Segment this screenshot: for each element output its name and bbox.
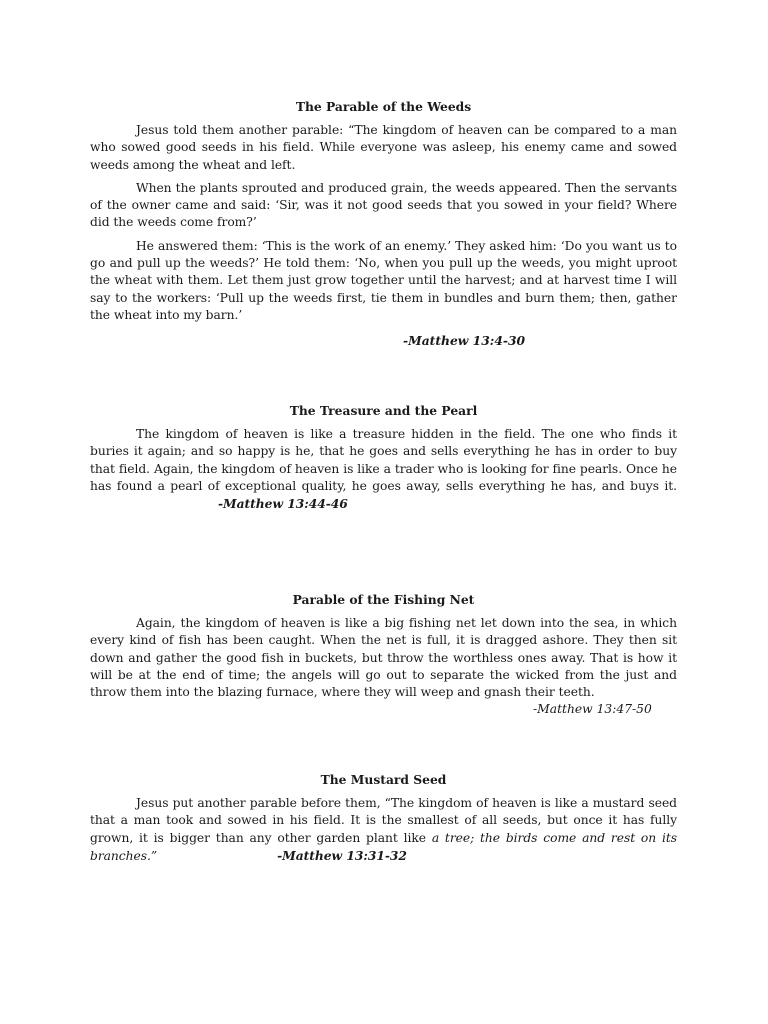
paragraph: When the plants sprouted and produced grain, the weeds appeared. Then the servants of the owner came and said: ‘Sir, was it not good seeds that you sowed in your field? Where did the weeds come from?’ <box>90 180 677 230</box>
paragraph-italic-text: a tree; the birds come and rest on its branches.” <box>90 830 677 863</box>
section-treasure-and-pearl <box>90 402 677 513</box>
scripture-citation: -Matthew 13:4-30 <box>403 333 526 349</box>
section-title: The Mustard Seed <box>320 772 447 787</box>
paragraph: He answered them: ‘This is the work of an enemy.’ They asked him: ‘Do you want us to go and pull up the weeds?’ He told them: ‘No, when you pull up the weeds, you might uproot the wheat with them. Let them just grow together until the harvest; and at harvest time I will say to the workers: ‘Pull up the weeds first, tie them in bundles and burn them; then, gather the wheat into my barn.’ <box>90 238 677 322</box>
scripture-citation: -Matthew 13:44-46 <box>218 496 348 512</box>
scripture-citation: -Matthew 13:47-50 <box>533 702 652 717</box>
section-fishing-net <box>90 591 677 718</box>
section-parable-of-the-weeds <box>90 98 677 349</box>
section-title: The Treasure and the Pearl <box>289 403 478 418</box>
paragraph <box>90 795 677 865</box>
paragraph: Jesus told them another parable: “The kingdom of heaven can be compared to a man who sowed good seeds in his field. While everyone was asleep, his enemy came and sowed weeds among the wheat and left. <box>90 123 677 172</box>
paragraph-text: The kingdom of heaven is like a treasure hidden in the field. The one who finds it buries it again; and so happy is he, that he goes and sells everything he has in order to buy that field. Again, the kingdom of heaven is like a trader who is looking for fine pearls. Once he has found a pearl of exceptional quality, he goes away, sells everything he has, and buys it. <box>90 427 677 493</box>
section-title: Parable of the Fishing Net <box>292 592 475 607</box>
paragraph <box>90 426 677 513</box>
paragraph: Again, the kingdom of heaven is like a big fishing net let down into the sea, in which every kind of fish has been caught. When the net is full, it is dragged ashore. They then sit down and gather the good fish in buckets, but throw the worthless ones away. That is how it will be at the end of time; the angels will go out to separate the wicked from the just and throw them into the blazing furnace, where they will weep and gnash their teeth. <box>90 616 677 700</box>
section-title: The Parable of the Weeds <box>295 99 472 114</box>
section-mustard-seed <box>90 771 677 865</box>
paragraph-text: Jesus put another parable before them, “The kingdom of heaven is like a mustard seed that a man took and sowed in his field. It is the smallest of all seeds, but once it has fully grown, it is bigger than any other garden plant like <box>90 796 677 845</box>
scripture-citation: -Matthew 13:31-32 <box>277 847 407 863</box>
